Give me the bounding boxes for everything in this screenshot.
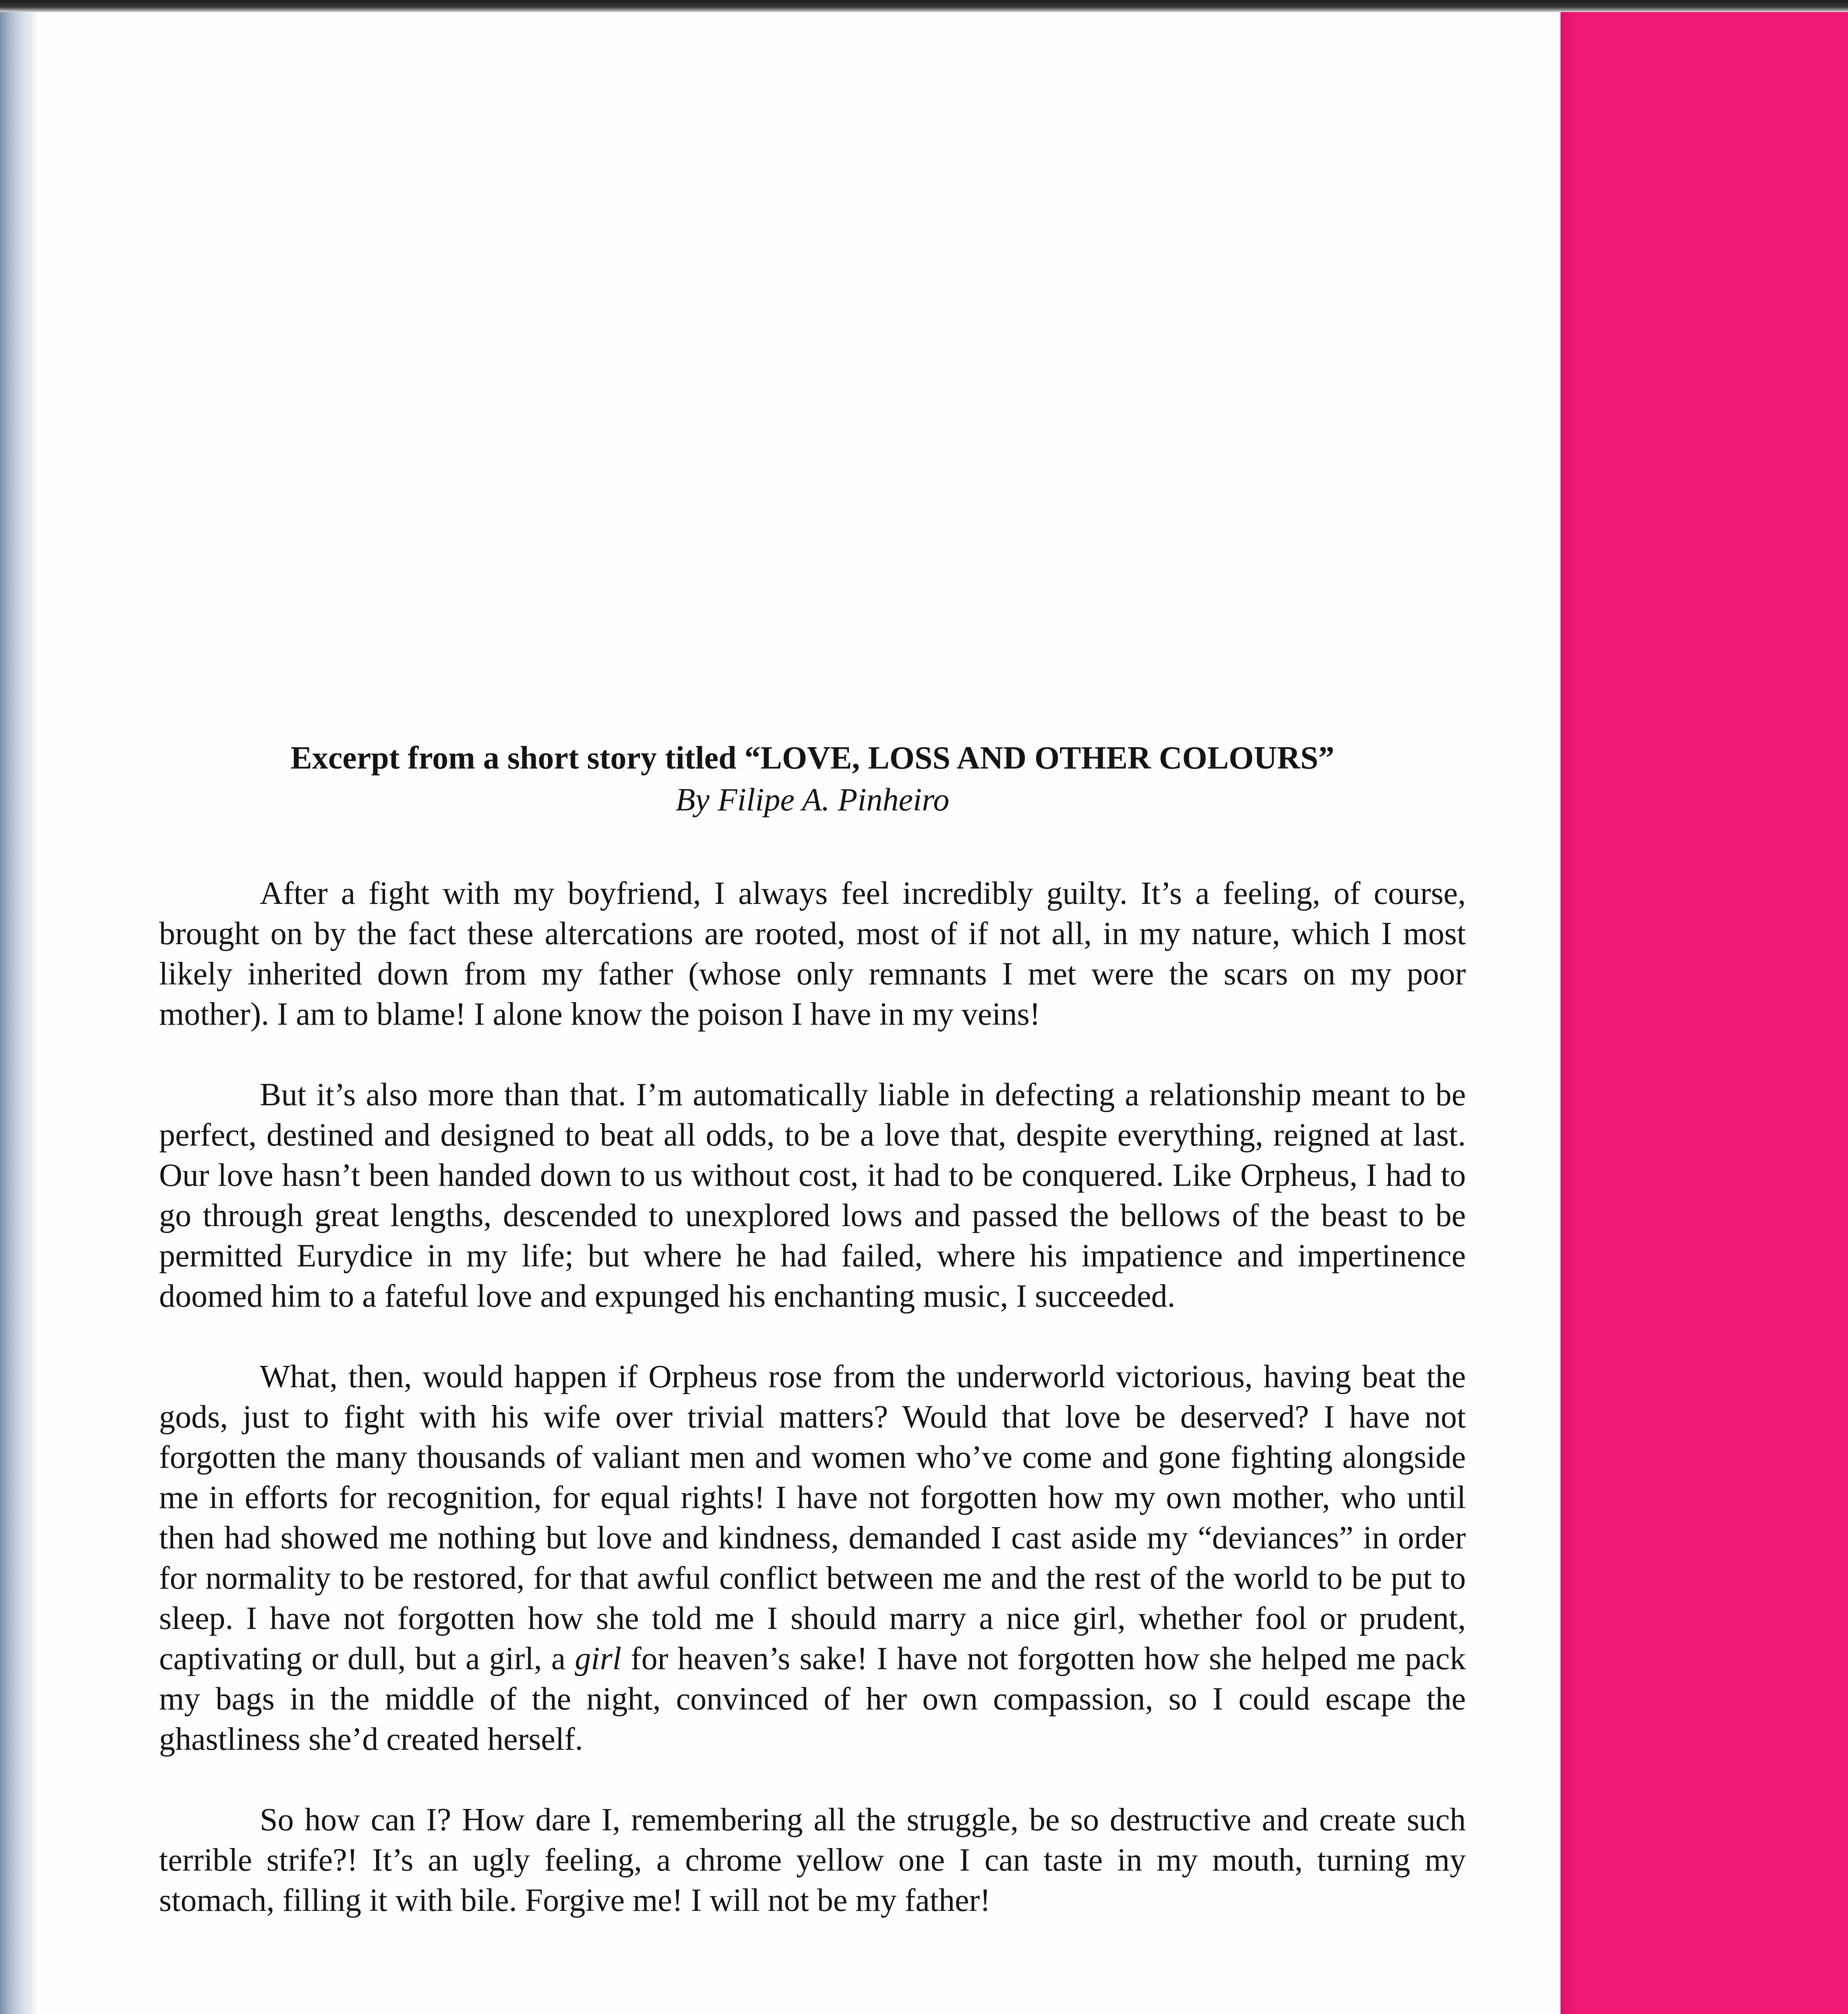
paragraph-4: So how can I? How dare I, remembering all the struggle, be so destructive and create such terrible strife?! It’s an ugly feeling, a chrome yellow one I can taste in my mouth, turning my stomach, filling it with bile. Forgive me! I will not be my father! xyxy=(159,1802,1466,1918)
article-byline: By Filipe A. Pinheiro xyxy=(675,782,950,818)
paragraph-3-text-after: for heaven’s sake! I have not forgotten how she helped me pack my bags in the middle of the night, convinced of her own compassion, so I could escape the ghastliness she’d created herself. xyxy=(159,1641,1466,1757)
magenta-side-bar xyxy=(1560,12,1848,2014)
paragraph-3-text-before: What, then, would happen if Orpheus rose from the underworld victorious, having beat the gods, just to fight with his wife over trivial matters? Would that love be deserved? I have not forgotten the many thousands of valiant men and women who’ve come and gone fighting alongside me in efforts for recognition, for equal rights! I have not forgotten how my own mother, who until then had showed me nothing but love and kindness, demanded I cast aside my “deviances” in order for normality to be restored, for that awful conflict between me and the rest of the world to be put to sleep. I have not forgotten how she told me I should marry a nice girl, whether fool or prudent, captivating or dull, but a girl, a xyxy=(159,1359,1466,1676)
paragraph-3 xyxy=(159,1357,1466,1759)
paragraph-3-emphasis: girl xyxy=(575,1641,622,1676)
article-title: Excerpt from a short story titled “LOVE, LOSS AND OTHER COLOURS” xyxy=(290,740,1335,776)
article xyxy=(159,737,1466,1961)
scan-top-edge xyxy=(0,0,1848,12)
paragraph-2: But it’s also more than that. I’m automatically liable in defecting a relationship meant to be perfect, destined and designed to beat all odds, to be a love that, despite everything, reigned at last. Our love hasn’t been handed down to us without cost, it had to be conquered. Like Orpheus, I had to go through great lengths, descended to unexplored lows and passed the bellows of the beast to be permitted Eurydice in my life; but where he had failed, where his impatience and impertinence doomed him to a fateful love and expunged his enchanting music, I succeeded. xyxy=(159,1077,1466,1314)
paragraph-1: After a fight with my boyfriend, I always feel incredibly guilty. It’s a feeling, of course, brought on by the fact these altercations are rooted, most of if not all, in my nature, which I most likely inherited down from my father (whose only remnants I met were the scars on my poor mother). I am to blame! I alone know the poison I have in my veins! xyxy=(159,876,1466,1032)
book-spine-shadow xyxy=(0,12,36,2014)
